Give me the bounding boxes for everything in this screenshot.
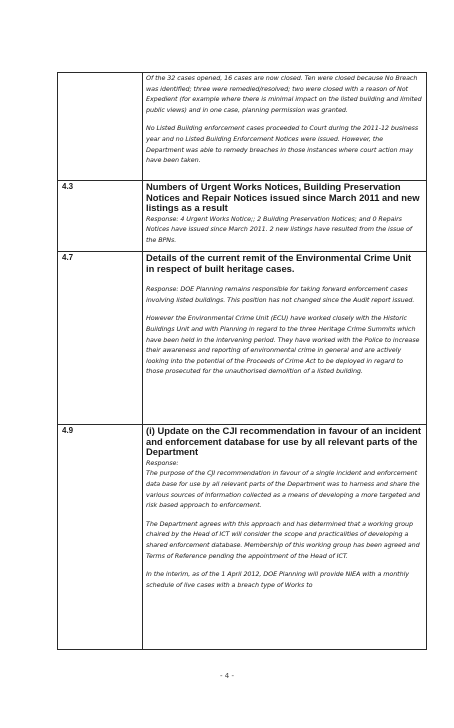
body-paragraph: No Listed Building enforcement cases proceeded to Court during the 2011-12 business year and no Listed Building Enforcement Notices were issued. However, the Department was able to remedy breaches in those instances where court action may have been taken. bbox=[146, 124, 419, 165]
section-number-cell bbox=[58, 252, 143, 425]
response-label: Response: bbox=[146, 458, 179, 467]
table-row bbox=[58, 425, 427, 650]
body-paragraph: Response: DOE Planning remains responsible for taking forward enforcement cases involving listed buildings. This position has not changed since the Audit report issued. bbox=[146, 285, 415, 304]
section-content-cell bbox=[143, 73, 427, 181]
page-number: - 4 - bbox=[220, 672, 234, 680]
body-paragraph: The Department agrees with this approach and has determined that a working group chaired by the Head of ICT will consider the scope and practicalities of developing a shared enforcement database. Membership of this working group has been agreed and Terms of Reference pending the appointment of the Head of ICT. bbox=[146, 519, 420, 560]
document-table bbox=[57, 72, 427, 650]
section-number: 4.3 bbox=[62, 182, 74, 191]
section-heading: Numbers of Urgent Works Notices, Building Preservation Notices and Repair Notices issued since March 2011 and new listings as a result bbox=[146, 181, 420, 214]
table-row bbox=[58, 181, 427, 252]
table-row bbox=[58, 252, 427, 425]
section-number bbox=[58, 73, 142, 74]
body-paragraph: However the Environmental Crime Unit (ECU) have worked closely with the Historic Buildings Unit and with Planning in regard to the three Heritage Crime Summits which have been held in the intervening period. They have worked with the Police to increase their awareness and reporting of environmental crime in general and are actively looking into the potential of the Proceeds of Crime Act to be deployed in regard to those prosecuted for the unauthorised demolition of a listed building. bbox=[146, 314, 420, 376]
section-content-cell bbox=[143, 181, 427, 252]
section-content-cell bbox=[143, 425, 427, 650]
body-paragraph: Response: 4 Urgent Works Notice;; 2 Building Preservation Notices; and 0 Repairs Notices have issued since March 2011. 2 new listings have resulted from the issue of the BPNs. bbox=[146, 214, 412, 244]
section-content-cell bbox=[143, 252, 427, 425]
body-paragraph: In the interim, as of the 1 April 2012, DOE Planning will provide NIEA with a monthly schedule of live cases with a breach type of Works to bbox=[146, 570, 409, 589]
body-paragraph: The purpose of the CJI recommendation in favour of a single incident and enforcement data base for use by all relevant parts of the Department was to harness and share the various sources of information collected as a means of developing a more targeted and risk based approach to enforcement. bbox=[146, 469, 421, 510]
section-number-cell bbox=[58, 425, 143, 650]
section-number: 4.7 bbox=[62, 253, 74, 262]
section-number: 4.9 bbox=[62, 426, 74, 435]
section-number-cell bbox=[58, 181, 143, 252]
table-row bbox=[58, 73, 427, 181]
section-heading: Details of the current remit of the Environmental Crime Unit in respect of built heritage cases. bbox=[146, 252, 412, 274]
section-heading: (i) Update on the CJI recommendation in favour of an incident and enforcement database for use by all relevant parts of the Department bbox=[146, 425, 422, 458]
section-number-cell bbox=[58, 73, 143, 181]
body-paragraph: Of the 32 cases opened, 16 cases are now closed. Ten were closed because No Breach was identified; three were remedied/resolved; two were closed with a reason of Not Expedient (for example where there is minimal impact on the listed building and limited public views) and in one case, planning permission was granted. bbox=[146, 74, 422, 114]
